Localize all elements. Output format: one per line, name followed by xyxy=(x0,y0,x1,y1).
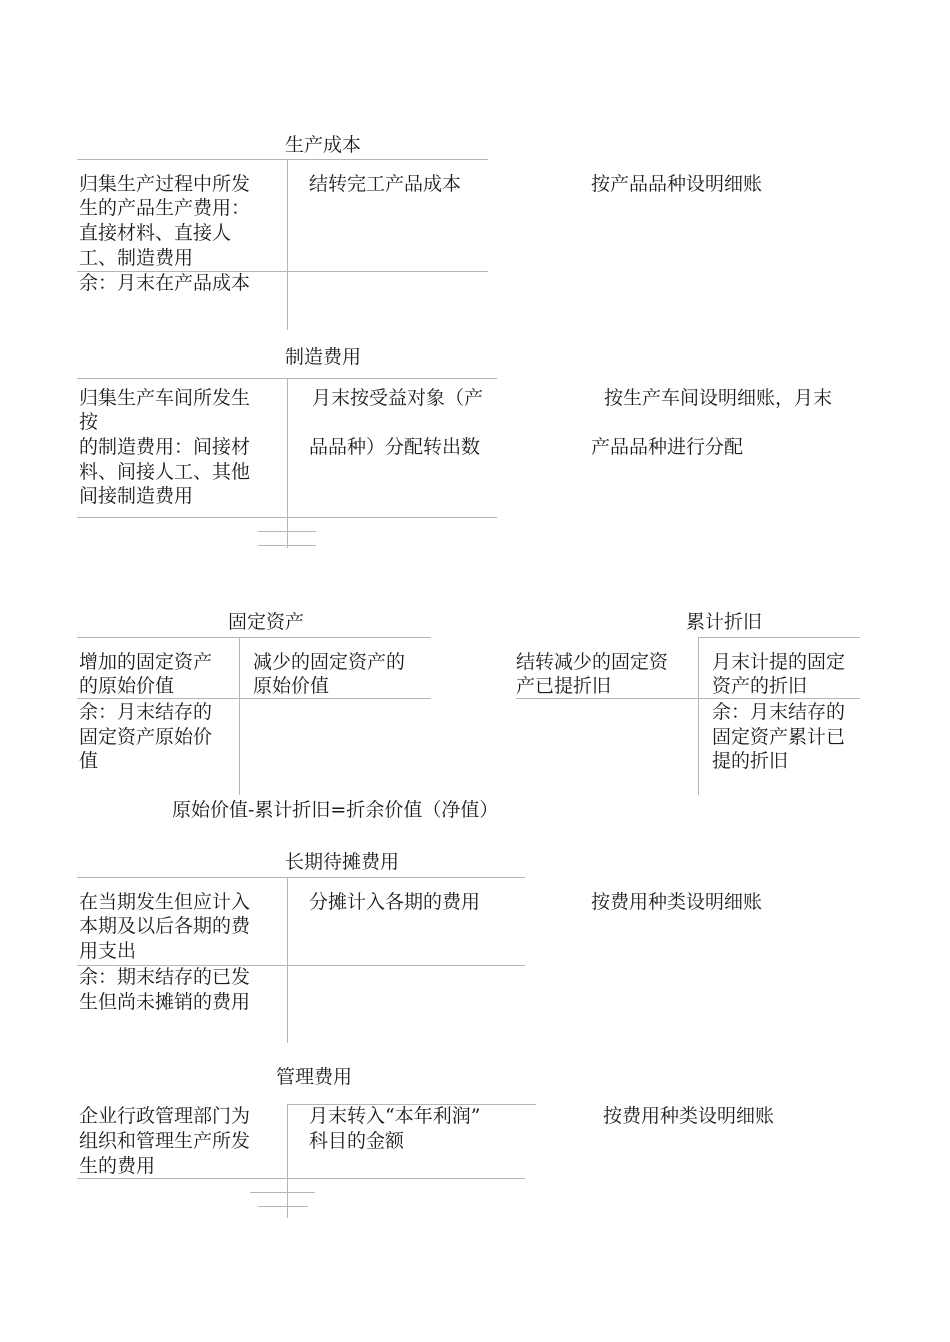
credit-line: 减少的固定资产的 xyxy=(253,651,406,673)
t-account-top-rule xyxy=(77,637,431,638)
debit-line: 归集生产过程中所发 xyxy=(79,173,251,195)
t-account-divider xyxy=(239,637,240,795)
balance-rule xyxy=(516,698,860,699)
debit-line: 间接制造费用 xyxy=(79,485,194,507)
accumulated-depreciation-title: 累计折旧 xyxy=(686,611,763,633)
ledger-note: 产品品种进行分配 xyxy=(591,436,744,458)
credit-line: 月末转入“本年利润” xyxy=(309,1105,481,1127)
t-account-top-rule xyxy=(77,159,488,160)
balance-line: 固定资产原始价 xyxy=(79,726,213,748)
bottom-rule xyxy=(77,1178,525,1179)
debit-line: 生的费用 xyxy=(79,1155,156,1177)
balance-line: 余：月末结存的 xyxy=(712,701,846,723)
manufacturing-overhead-title: 制造费用 xyxy=(285,346,362,368)
debit-line: 在当期发生但应计入 xyxy=(79,891,251,913)
debit-line: 用支出 xyxy=(79,940,137,962)
t-account-top-rule xyxy=(77,877,525,878)
credit-text: 结转完工产品成本 xyxy=(309,173,462,195)
balance-line: 余：月末结存的 xyxy=(79,701,213,723)
debit-line: 的制造费用：间接材 xyxy=(79,436,251,458)
debit-line: 按 xyxy=(79,411,99,433)
production-cost-title: 生产成本 xyxy=(285,134,362,156)
admin-expenses-title: 管理费用 xyxy=(276,1066,353,1088)
t-account-top-rule xyxy=(699,637,860,638)
short-rule xyxy=(258,531,316,532)
t-account-divider xyxy=(698,637,699,795)
credit-line: 原始价值 xyxy=(253,675,330,697)
debit-line: 组织和管理生产所发 xyxy=(79,1130,251,1152)
balance-line: 生但尚未摊销的费用 xyxy=(79,991,251,1013)
credit-line: 品品种）分配转出数 xyxy=(309,436,481,458)
balance-line: 固定资产累计已 xyxy=(712,726,846,748)
credit-text: 分摊计入各期的费用 xyxy=(309,891,481,913)
ledger-note: 按费用种类设明细账 xyxy=(603,1105,775,1127)
debit-line: 增加的固定资产 xyxy=(79,651,213,673)
debit-line: 归集生产车间所发生 xyxy=(79,387,251,409)
net-value-formula: 原始价值-累计折旧=折余价值（净值） xyxy=(172,799,499,821)
t-account-divider xyxy=(287,877,288,1043)
debit-line: 的原始价值 xyxy=(79,675,175,697)
short-rule xyxy=(258,545,316,546)
debit-line: 工、制造费用 xyxy=(79,247,194,269)
ledger-note: 按费用种类设明细账 xyxy=(591,891,763,913)
t-account-divider xyxy=(287,378,288,548)
debit-line: 料、间接人工、其他 xyxy=(79,461,251,483)
balance-rule xyxy=(77,698,431,699)
credit-line: 月末按受益对象（产 xyxy=(312,387,484,409)
debit-line: 本期及以后各期的费 xyxy=(79,915,251,937)
fixed-assets-title: 固定资产 xyxy=(228,611,305,633)
short-rule xyxy=(258,1206,308,1207)
short-rule xyxy=(250,1192,315,1193)
debit-line: 直接材料、直接人 xyxy=(79,222,232,244)
credit-line: 资产的折旧 xyxy=(712,675,808,697)
credit-line: 科目的金额 xyxy=(309,1130,405,1152)
ledger-note: 按生产车间设明细账，月末 xyxy=(604,387,833,409)
t-account-divider xyxy=(287,159,288,330)
long-term-prepaid-title: 长期待摊费用 xyxy=(285,851,400,873)
balance-line: 余：期末结存的已发 xyxy=(79,966,251,988)
balance-line: 值 xyxy=(79,750,99,772)
balance-line: 提的折旧 xyxy=(712,750,789,772)
debit-line: 企业行政管理部门为 xyxy=(79,1105,251,1127)
debit-line: 生的产品生产费用： xyxy=(79,197,251,219)
ledger-note: 按产品品种设明细账 xyxy=(591,173,763,195)
debit-line: 产已提折旧 xyxy=(516,675,612,697)
credit-line: 月末计提的固定 xyxy=(712,651,846,673)
t-account-divider xyxy=(287,1104,288,1218)
bottom-rule xyxy=(77,517,497,518)
debit-line: 结转减少的固定资 xyxy=(516,651,669,673)
balance-text: 余：月末在产品成本 xyxy=(79,272,251,294)
